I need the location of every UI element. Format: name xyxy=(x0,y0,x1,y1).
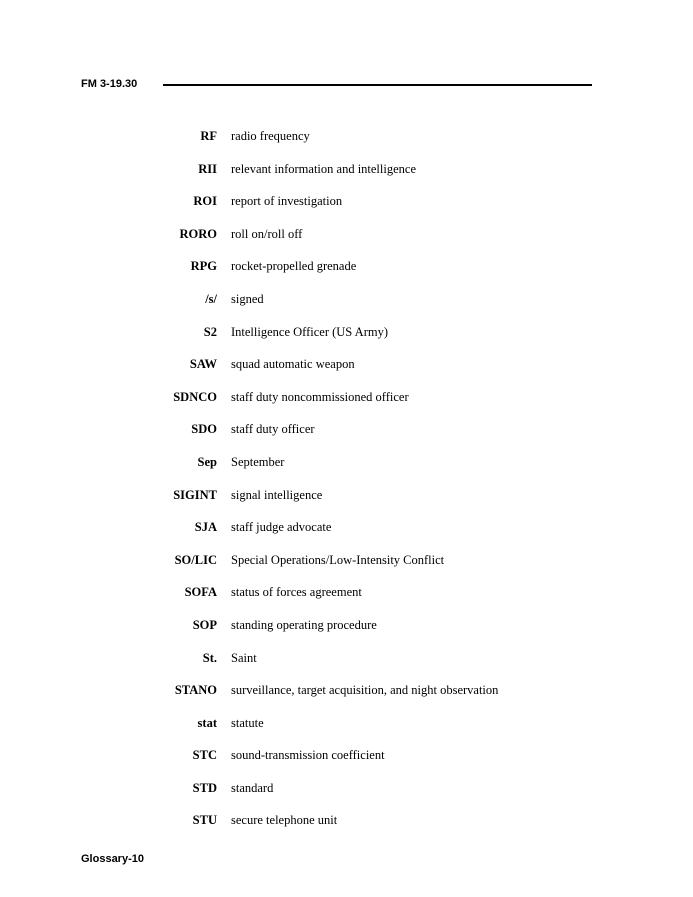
glossary-definition: rocket-propelled grenade xyxy=(231,259,357,274)
glossary-term: /s/ xyxy=(205,291,217,306)
glossary-entry xyxy=(0,585,693,618)
glossary-term: SAW xyxy=(189,357,217,372)
glossary-term: stat xyxy=(197,715,217,730)
glossary-term: RF xyxy=(200,129,217,143)
glossary-definition: signed xyxy=(231,291,264,306)
glossary-term: S2 xyxy=(203,324,217,339)
glossary-term: Sep xyxy=(197,454,217,469)
glossary-term: STC xyxy=(192,748,217,763)
glossary-term: STD xyxy=(192,780,217,795)
glossary-entry xyxy=(0,357,693,390)
manual-id: FM 3-19.30 xyxy=(81,78,138,90)
glossary-entry xyxy=(0,422,693,455)
glossary-term: RPG xyxy=(190,259,217,274)
glossary-entry xyxy=(0,488,693,521)
glossary-definition: roll on/roll off xyxy=(231,226,303,241)
glossary-definition: signal intelligence xyxy=(231,487,323,502)
glossary-term: RII xyxy=(198,161,217,176)
glossary-term: SDNCO xyxy=(173,389,217,404)
glossary-entry xyxy=(0,390,693,423)
glossary-term: SJA xyxy=(194,520,217,535)
glossary-definition: sound-transmission coefficient xyxy=(231,748,385,763)
glossary-entry xyxy=(0,553,693,586)
glossary-entry xyxy=(0,618,693,651)
glossary-entry xyxy=(0,292,693,325)
glossary-entry xyxy=(0,194,693,227)
glossary-entry xyxy=(0,455,693,488)
glossary-definition: statute xyxy=(231,715,264,730)
glossary-definition: September xyxy=(231,454,285,469)
glossary-entry xyxy=(0,813,693,846)
glossary-term: RORO xyxy=(179,226,217,241)
glossary-term: SO/LIC xyxy=(174,552,217,567)
glossary-term: SOP xyxy=(192,617,217,632)
glossary-term: STU xyxy=(192,813,217,828)
glossary-term: STANO xyxy=(174,683,217,698)
glossary-entry xyxy=(0,781,693,814)
glossary-definition: staff duty officer xyxy=(231,422,315,437)
glossary-term: SDO xyxy=(191,422,217,437)
glossary-definition: staff duty noncommissioned officer xyxy=(231,389,409,404)
glossary-definition: standing operating procedure xyxy=(231,617,377,632)
glossary-entry xyxy=(0,162,693,195)
glossary-entry xyxy=(0,716,693,749)
glossary-definition: report of investigation xyxy=(231,194,343,209)
glossary-definition: surveillance, target acquisition, and night observation xyxy=(231,683,499,698)
glossary-entry xyxy=(0,129,693,162)
glossary-definition: standard xyxy=(231,780,274,795)
glossary-entry xyxy=(0,259,693,292)
glossary-entry xyxy=(0,325,693,358)
glossary-definition: relevant information and intelligence xyxy=(231,161,416,176)
glossary-term: ROI xyxy=(193,194,217,209)
glossary-term: SIGINT xyxy=(173,487,217,502)
header-rule xyxy=(163,84,592,86)
glossary-definition: Special Operations/Low-Intensity Conflict xyxy=(231,552,445,567)
glossary-definition: staff judge advocate xyxy=(231,520,332,535)
glossary-definition: secure telephone unit xyxy=(231,813,338,828)
glossary-definition: radio frequency xyxy=(231,129,310,143)
glossary-definition: Intelligence Officer (US Army) xyxy=(231,324,389,339)
glossary-entry xyxy=(0,748,693,781)
page-label: Glossary-10 xyxy=(81,853,144,865)
glossary-entry xyxy=(0,227,693,260)
glossary-entry xyxy=(0,520,693,553)
glossary-definition: status of forces agreement xyxy=(231,585,362,600)
glossary-term: SOFA xyxy=(184,585,217,600)
glossary-definition: squad automatic weapon xyxy=(231,357,355,372)
glossary-term: St. xyxy=(202,650,217,665)
glossary-entry xyxy=(0,683,693,716)
glossary-definition: Saint xyxy=(231,650,257,665)
glossary-entry xyxy=(0,651,693,684)
glossary-list xyxy=(0,129,693,846)
